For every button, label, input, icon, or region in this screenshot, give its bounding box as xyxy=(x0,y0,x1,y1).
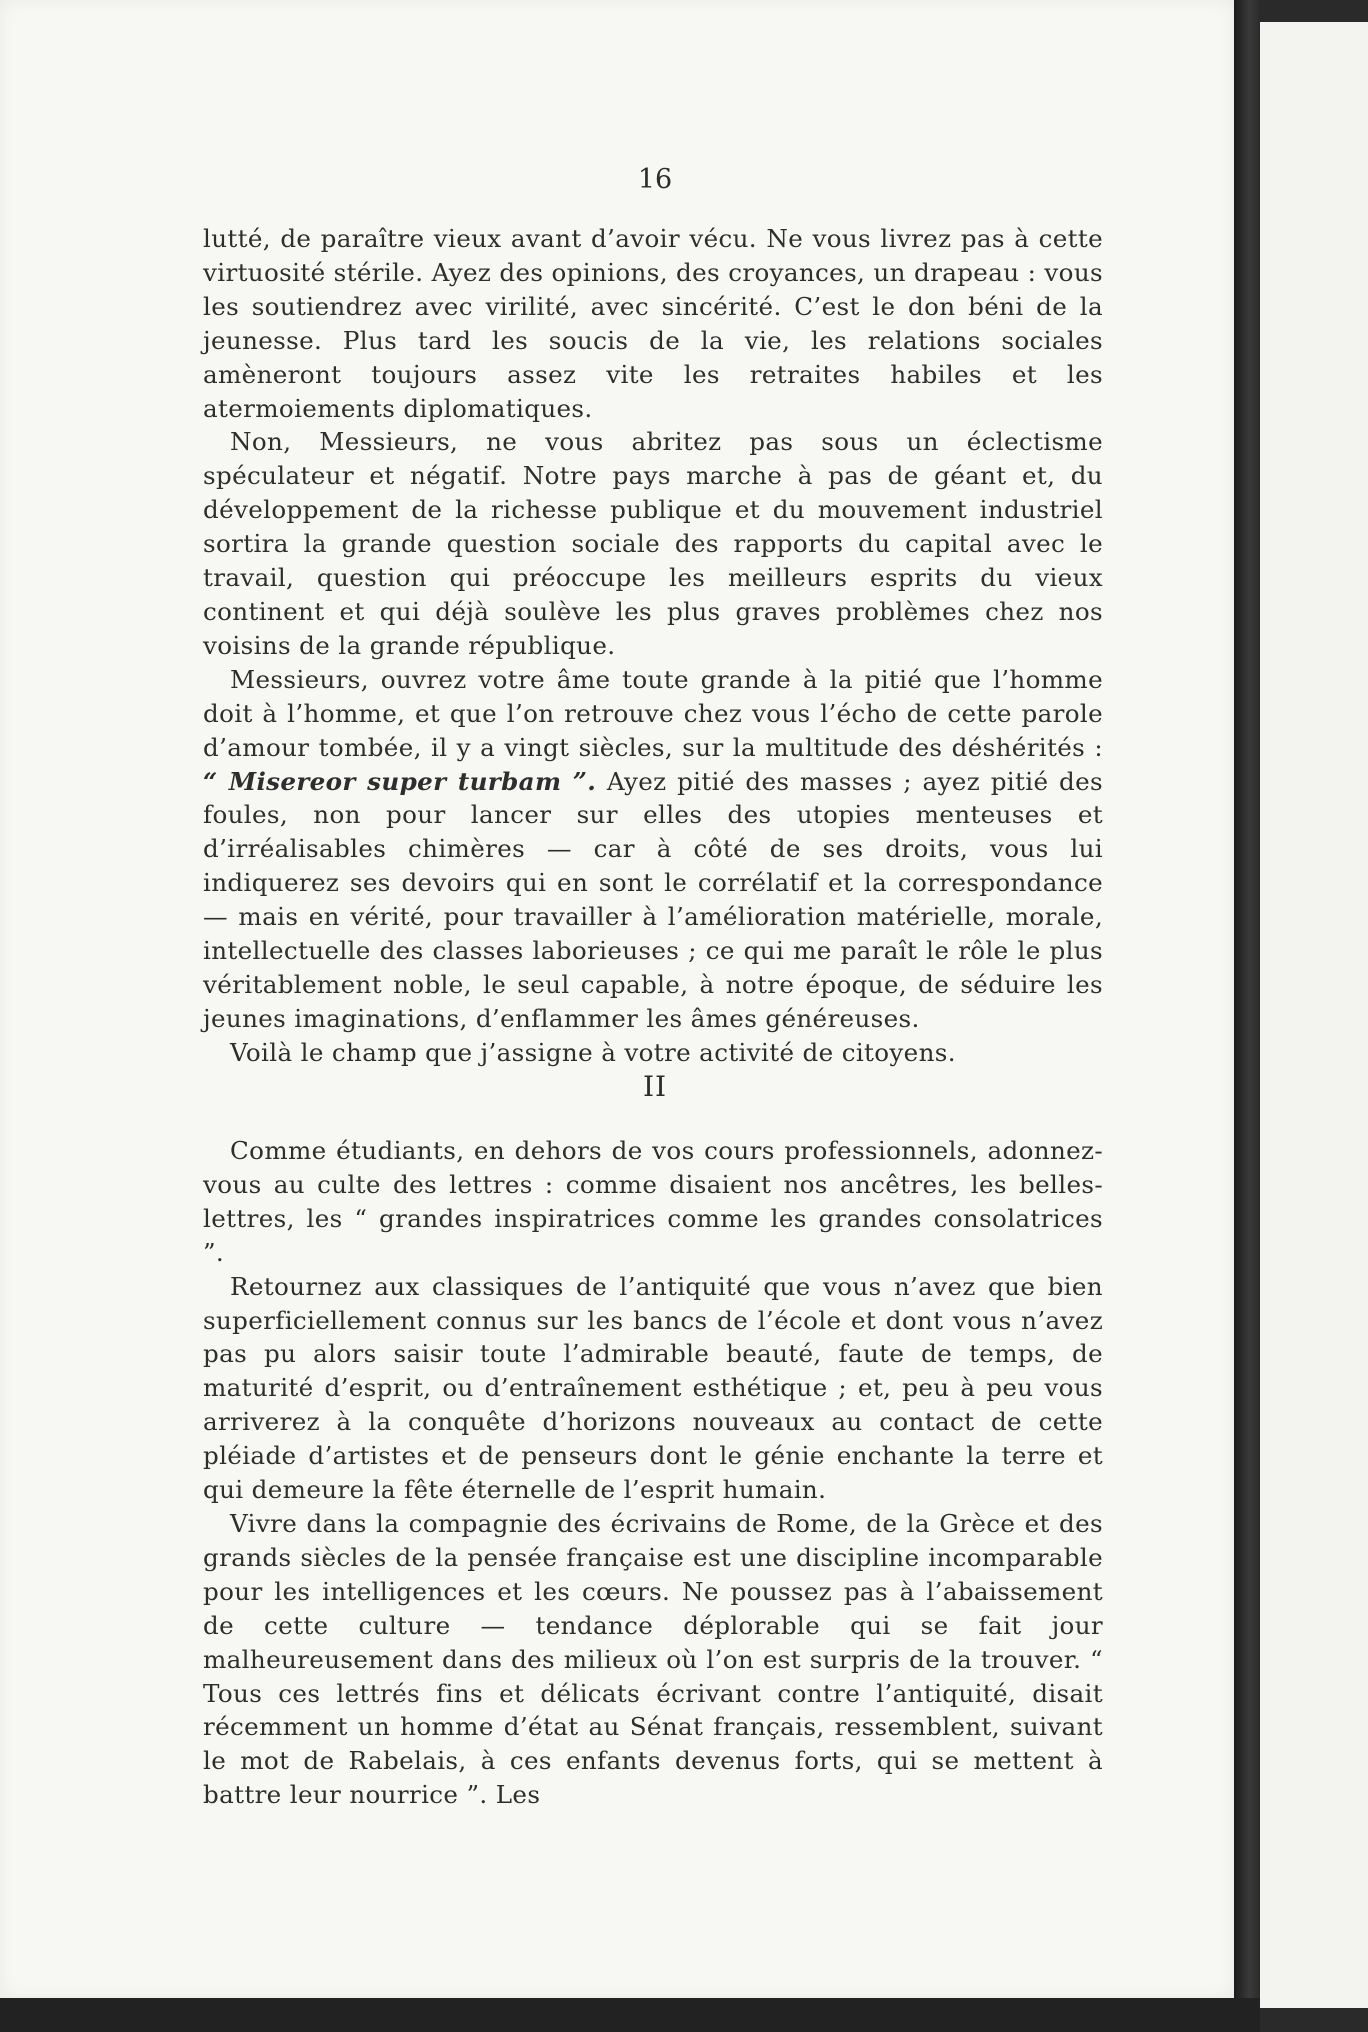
latin-quote: “ Misereor super turbam ”. xyxy=(203,766,597,796)
section-two-text xyxy=(203,1134,1103,1812)
paragraph xyxy=(203,663,1103,1036)
paragraph: Vivre dans la compagnie des écrivains de Rome, de la Grèce et des grands siècles de la pensée française est une discipline incomparable pour les intelligences et les cœurs. Ne poussez pas à l’abaissement de cette culture — tendance déplorable qui se fait jour malheureusement dans des milieux où l’on est surpris de la trouver. “ Tous ces lettrés fins et délicats écrivant contre l’antiquité, disait récemment un homme d’état au Sénat français, ressemblent, suivant le mot de Rabelais, à ces enfants devenus forts, qui se mettent à battre leur nourrice ”. Les xyxy=(203,1508,1103,1810)
scan-border xyxy=(0,1998,1260,2032)
paragraph-text: Ayez pitié des masses ; ayez pitié des foules, non pour lancer sur elles des utopies menteuses et d’irréalisables chimères — car à côté de ses droits, vous lui indiquerez ses devoirs qui en sont le corrélatif et la correspondance — mais en vérité, pour travailler à l’amélioration matérielle, morale, intellectuelle des classes laborieuses ; ce qui me paraît le rôle le plus véritablement noble, le seul capable, à notre époque, de séduire les jeunes imaginations, d’enflammer les âmes généreuses. xyxy=(203,766,1103,1033)
paragraph: Retournez aux classiques de l’antiquité que vous n’avez que bien superficiellement connus sur les bancs de l’école et dont vous n’avez pas pu alors saisir toute l’admirable beauté, faute de temps, de maturité d’esprit, ou d’entraînement esthétique ; et, peu à peu vous arriverez à la conquête d’horizons nouveaux au contact de cette pléiade d’artistes et de penseurs dont le génie enchante la terre et qui demeure la fête éternelle de l’esprit humain. xyxy=(203,1271,1103,1505)
paragraph-continuation: lutté, de paraître vieux avant d’avoir vécu. Ne vous livrez pas à cette virtuosité stérile. Ayez des opinions, des croyances, un drapeau : vous les soutiendrez avec virilité, avec sincérité. C’est le don béni de la jeunesse. Plus tard les soucis de la vie, les relations sociales amèneront toujours assez vite les retraites habiles et les atermoiements diplomatiques. xyxy=(203,224,1103,423)
paragraph: Comme étudiants, en dehors de vos cours professionnels, adonnez-vous au culte des lettres : comme disaient nos ancêtres, les belles-lettres, les “ grandes inspiratrices comme les grandes consolatrices ”. xyxy=(203,1136,1103,1267)
paragraph: Non, Messieurs, ne vous abritez pas sous un éclectisme spéculateur et négatif. Notre pays marche à pas de géant et, du développement de la richesse publique et du mouvement industriel sortira la grande question sociale des rapports du capital avec le travail, question qui préoccupe les meilleurs esprits du vieux continent et qui déjà soulève les plus graves problèmes chez nos voisins de la grande république. xyxy=(203,427,1103,660)
paragraph-text: Messieurs, ouvrez votre âme toute grande à la pitié que l’homme doit à l’homme, et que l’on retrouve chez vous l’écho de cette parole d’amour tombée, il y a vingt siècles, sur la multitude des déshérités : xyxy=(203,664,1103,762)
paragraph: Voilà le champ que j’assigne à votre activité de citoyens. xyxy=(230,1037,956,1067)
section-one-text xyxy=(203,222,1103,1070)
section-heading: II xyxy=(642,1070,668,1103)
page-number: 16 xyxy=(637,164,673,195)
book-gutter xyxy=(1234,0,1260,2032)
facing-page-edge xyxy=(1260,22,1368,2008)
